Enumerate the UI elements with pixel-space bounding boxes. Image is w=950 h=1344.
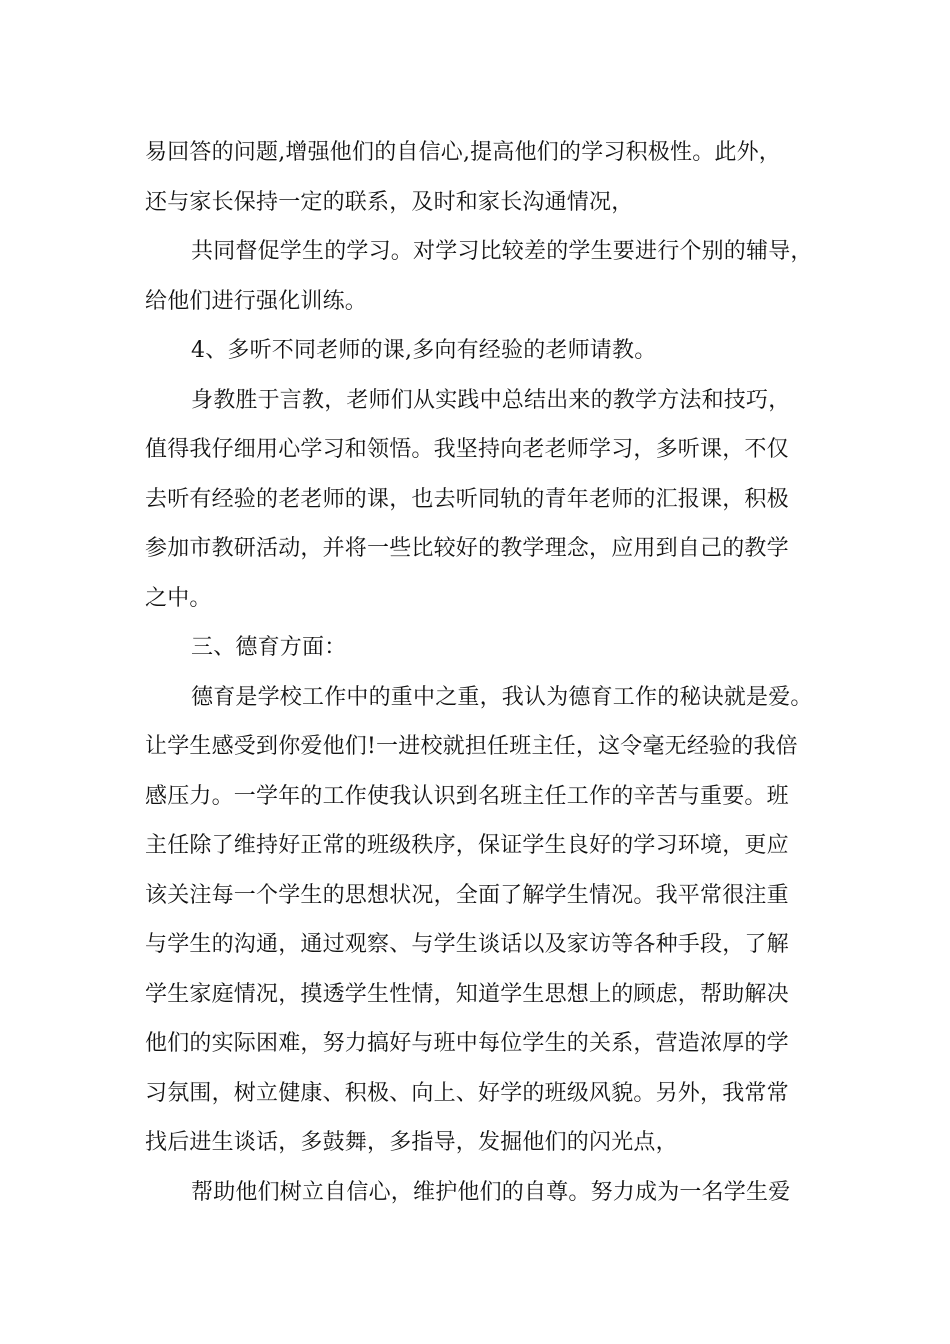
section-heading: 三、德育方面：: [191, 635, 347, 660]
text-line: 感压力。一学年的工作使我认识到名班主任工作的辛苦与重要。班: [145, 783, 789, 809]
text-line: 值得我仔细用心学习和领悟。我坚持向老老师学习，多听课，不仅: [145, 437, 789, 462]
paragraph-first-line: 身教胜于言教，老师们从实践中总结出来的教学方法和技巧，: [191, 387, 791, 413]
paragraph-first-line: 德育是学校工作中的重中之重，我认为德育工作的秘诀就是爱。: [191, 684, 813, 710]
paragraph-first-line: 共同督促学生的学习。对学习比较差的学生要进行个别的辅导，: [191, 239, 813, 264]
text-line: 让学生感受到你爱他们!一进校就担任班主任，这令毫无经验的我倍: [145, 734, 798, 759]
text-line: 找后进生谈话，多鼓舞，多指导，发掘他们的闪光点，: [145, 1130, 678, 1155]
text-line: 主任除了维持好正常的班级秩序，保证学生良好的学习环境，更应: [145, 833, 789, 858]
text-line: 之中。: [145, 585, 212, 611]
text-line: 易回答的问题,增强他们的自信心,提高他们的学习积极性。此外，: [145, 140, 781, 165]
text-line: 与学生的沟通，通过观察、与学生谈话以及家访等各种手段，了解: [145, 932, 789, 957]
text-line: 该关注每一个学生的思想状况，全面了解学生情况。我平常很注重: [145, 882, 789, 908]
text-line: 去听有经验的老老师的课，也去听同轨的青年老师的汇报课，积极: [145, 486, 789, 512]
text-line: 还与家长保持一定的联系，及时和家长沟通情况，: [145, 189, 634, 215]
text-line: 习氛围，树立健康、积极、向上、好学的班级风貌。另外，我常常: [145, 1080, 789, 1106]
text-line: 给他们进行强化训练。: [145, 288, 368, 314]
text-line: 他们的实际困难，努力搞好与班中每位学生的关系，营造浓厚的学: [145, 1031, 789, 1056]
text-line: 参加市教研活动，并将一些比较好的教学理念，应用到自己的教学: [145, 536, 789, 561]
section-heading: 4、多听不同老师的课,多向有经验的老师请教。: [191, 338, 657, 363]
paragraph-first-line: 帮助他们树立自信心，维护他们的自尊。努力成为一名学生爱: [191, 1179, 791, 1205]
document-body: [145, 128, 835, 1217]
text-line: 学生家庭情况，摸透学生性情，知道学生思想上的顾虑，帮助解决: [145, 981, 789, 1007]
